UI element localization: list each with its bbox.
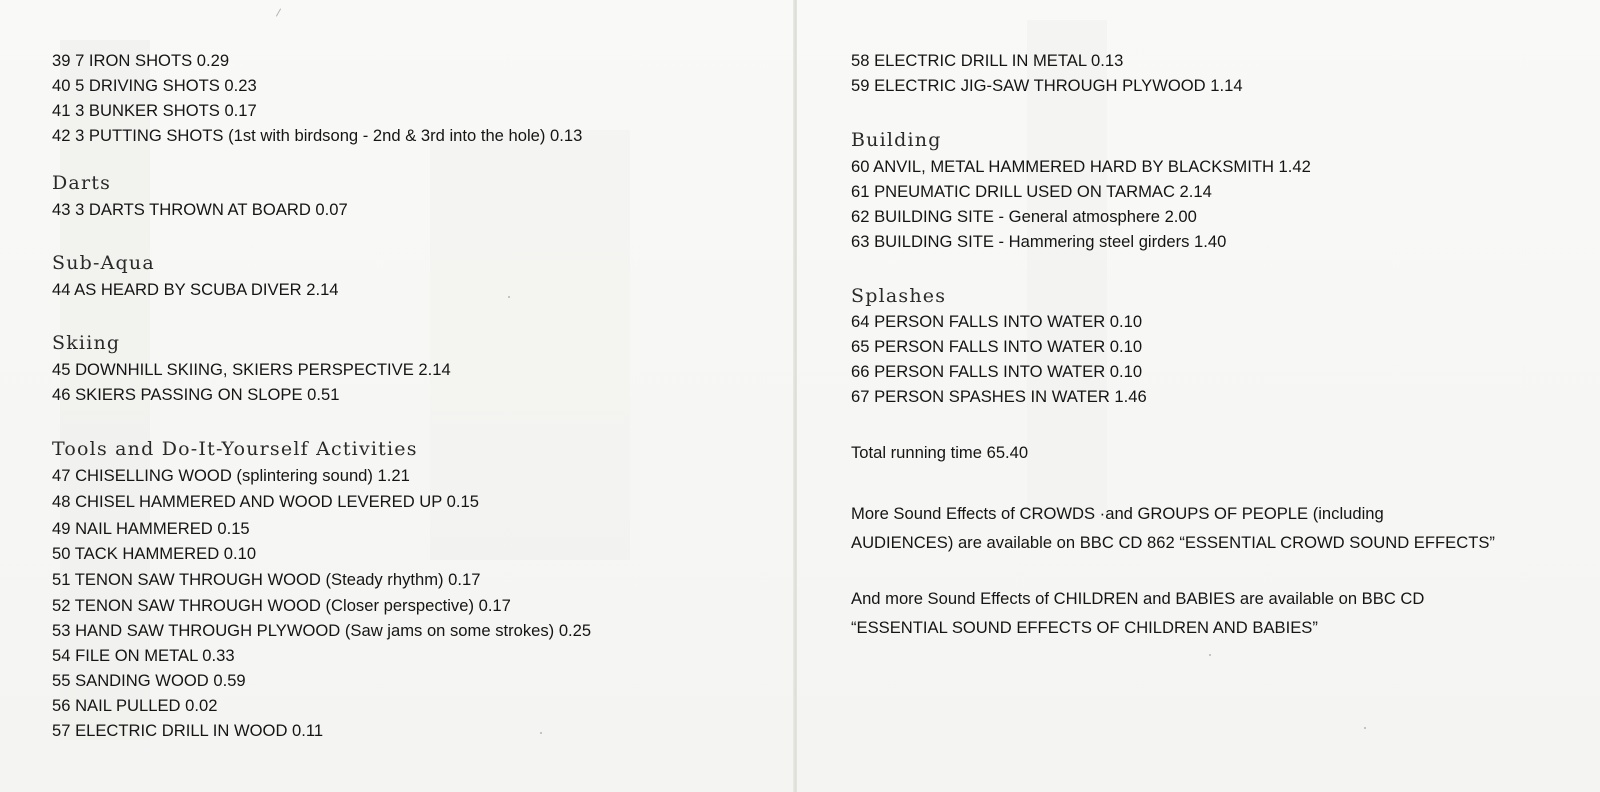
track-65: 65 PERSON FALLS INTO WATER 0.10 [851, 337, 1143, 356]
track-58: 58 ELECTRIC DRILL IN METAL 0.13 [851, 51, 1124, 70]
section-heading-building: Building [851, 129, 942, 151]
track-63: 63 BUILDING SITE - Hammering steel girders 1.40 [851, 232, 1227, 251]
more-crowds-note-line-2: AUDIENCES) are available on BBC CD 862 “ESSENTIAL CROWD SOUND EFFECTS” [851, 533, 1495, 552]
track-44: 44 AS HEARD BY SCUBA DIVER 2.14 [52, 280, 339, 299]
left-page [0, 0, 795, 792]
track-50: 50 TACK HAMMERED 0.10 [52, 544, 257, 563]
more-children-note-line-1: And more Sound Effects of CHILDREN and BABIES are available on BBC CD [851, 589, 1425, 608]
track-67: 67 PERSON SPASHES IN WATER 1.46 [851, 387, 1147, 406]
track-55: 55 SANDING WOOD 0.59 [52, 671, 246, 690]
section-heading-skiing: Skiing [52, 332, 121, 354]
paper-speck [276, 8, 281, 16]
track-48: 48 CHISEL HAMMERED AND WOOD LEVERED UP 0.15 [52, 492, 479, 511]
paper-speck [1364, 727, 1366, 729]
track-42: 42 3 PUTTING SHOTS (1st with birdsong - 2nd & 3rd into the hole) 0.13 [52, 126, 583, 145]
track-62: 62 BUILDING SITE - General atmosphere 2.00 [851, 207, 1197, 226]
track-57: 57 ELECTRIC DRILL IN WOOD 0.11 [52, 721, 324, 740]
more-children-note-line-2: “ESSENTIAL SOUND EFFECTS OF CHILDREN AND BABIES” [851, 618, 1318, 637]
track-46: 46 SKIERS PASSING ON SLOPE 0.51 [52, 385, 340, 404]
track-41: 41 3 BUNKER SHOTS 0.17 [52, 101, 257, 120]
paper-speck [540, 732, 542, 734]
track-61: 61 PNEUMATIC DRILL USED ON TARMAC 2.14 [851, 182, 1212, 201]
track-51: 51 TENON SAW THROUGH WOOD (Steady rhythm) 0.17 [52, 570, 481, 589]
track-59: 59 ELECTRIC JIG-SAW THROUGH PLYWOOD 1.14 [851, 76, 1243, 95]
track-52: 52 TENON SAW THROUGH WOOD (Closer perspective) 0.17 [52, 596, 511, 615]
track-40: 40 5 DRIVING SHOTS 0.23 [52, 76, 257, 95]
track-49: 49 NAIL HAMMERED 0.15 [52, 519, 250, 538]
section-heading-sub-aqua: Sub-Aqua [52, 252, 155, 274]
total-running-time: Total running time 65.40 [851, 443, 1029, 462]
section-heading-darts: Darts [52, 172, 112, 194]
track-54: 54 FILE ON METAL 0.33 [52, 646, 235, 665]
track-47: 47 CHISELLING WOOD (splintering sound) 1.21 [52, 466, 410, 485]
track-60: 60 ANVIL, METAL HAMMERED HARD BY BLACKSMITH 1.42 [851, 157, 1311, 176]
track-64: 64 PERSON FALLS INTO WATER 0.10 [851, 312, 1143, 331]
track-43: 43 3 DARTS THROWN AT BOARD 0.07 [52, 200, 348, 219]
paper-speck [1209, 654, 1211, 656]
track-39: 39 7 IRON SHOTS 0.29 [52, 51, 230, 70]
track-45: 45 DOWNHILL SKIING, SKIERS PERSPECTIVE 2.14 [52, 360, 451, 379]
track-56: 56 NAIL PULLED 0.02 [52, 696, 218, 715]
track-66: 66 PERSON FALLS INTO WATER 0.10 [851, 362, 1143, 381]
paper-speck [508, 296, 510, 298]
right-page [797, 0, 1600, 792]
track-53: 53 HAND SAW THROUGH PLYWOOD (Saw jams on some strokes) 0.25 [52, 621, 592, 640]
section-heading-splashes: Splashes [851, 285, 947, 307]
more-crowds-note-line-1: More Sound Effects of CROWDS ·and GROUPS OF PEOPLE (including [851, 504, 1384, 523]
section-heading-tools: Tools and Do-It-Yourself Activities [52, 438, 418, 460]
